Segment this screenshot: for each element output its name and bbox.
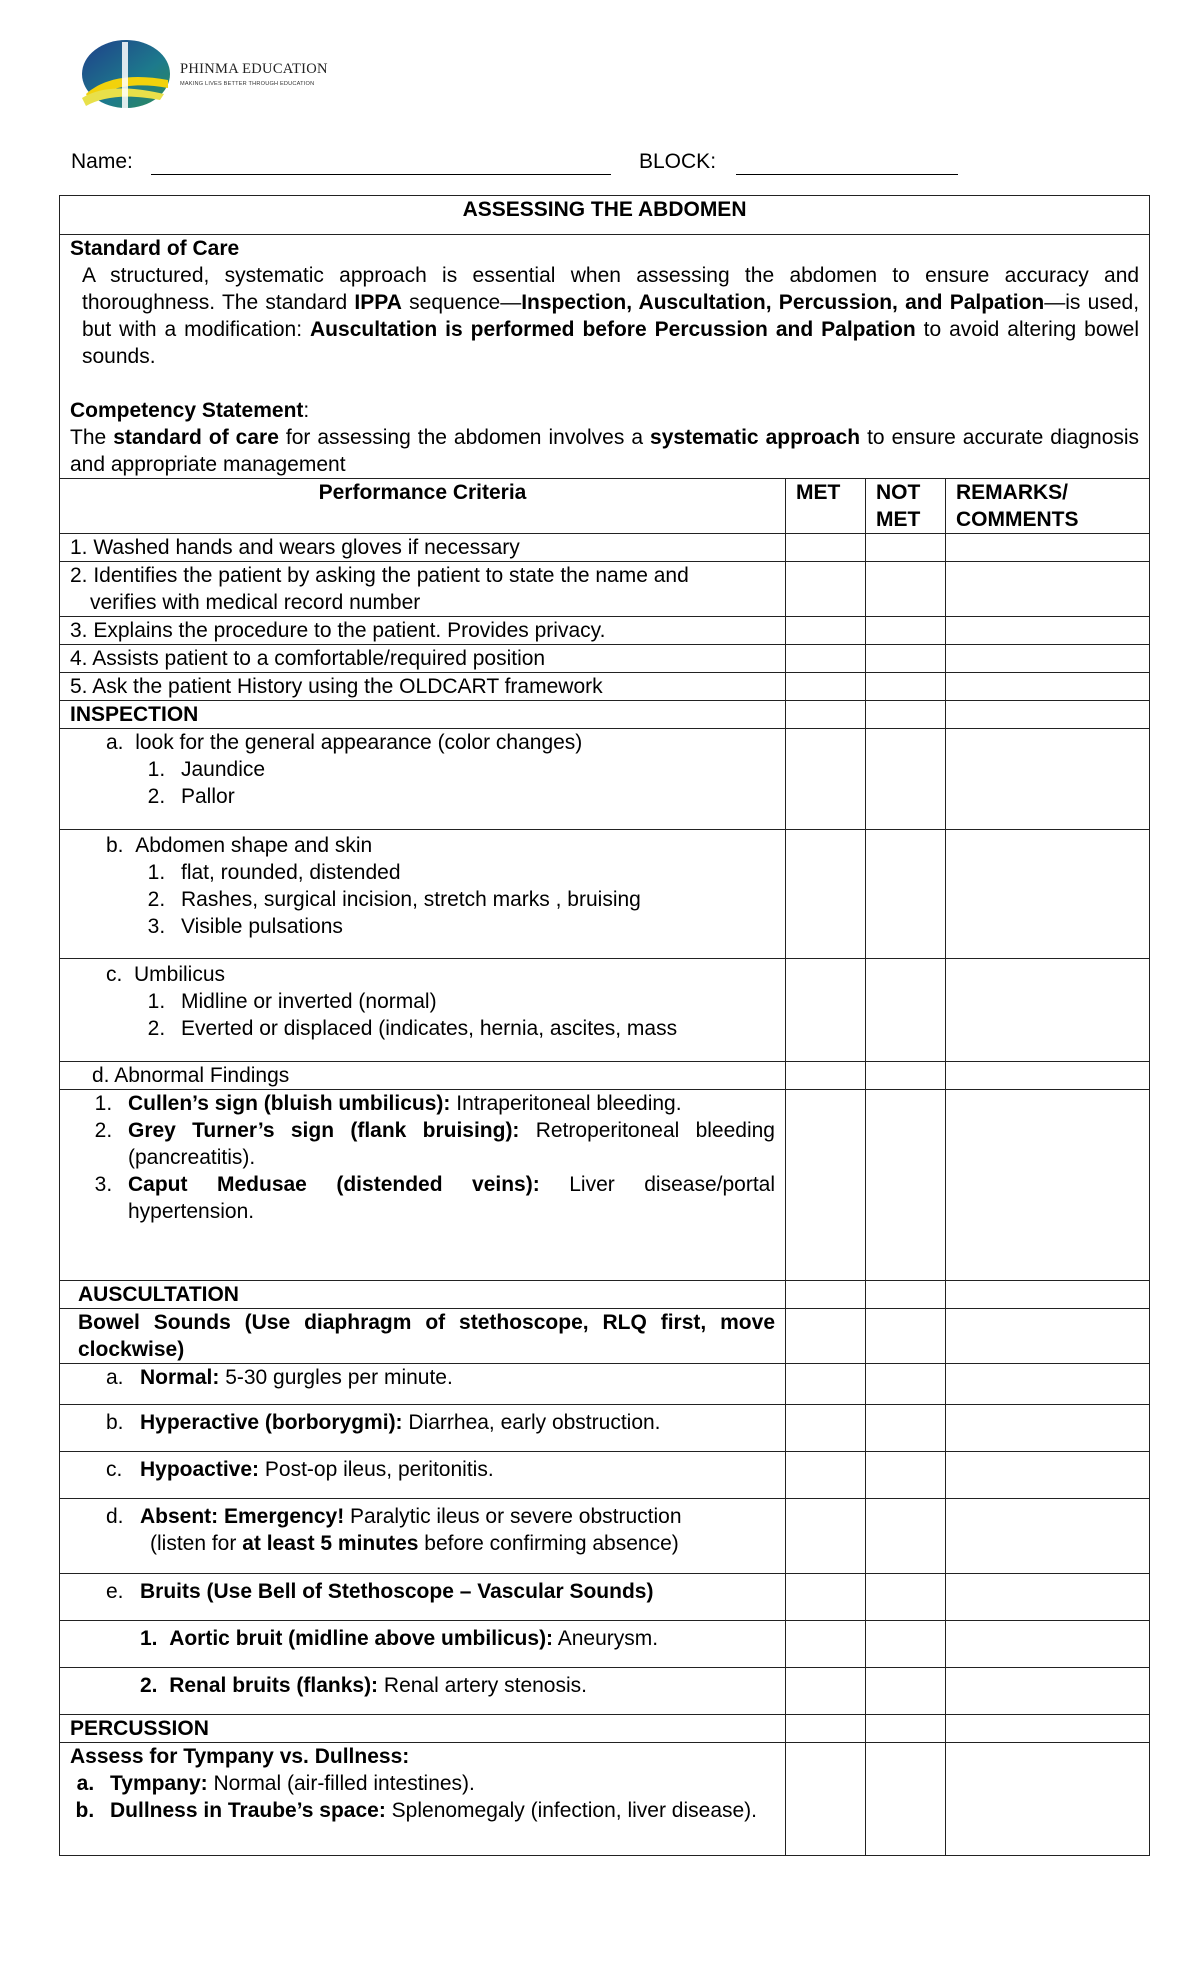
- met-cell[interactable]: [786, 1574, 866, 1621]
- checklist-table: [59, 195, 1150, 1856]
- table-row: [60, 1309, 1150, 1364]
- not-met-cell[interactable]: [866, 617, 946, 645]
- phinma-logo: [76, 36, 366, 116]
- org-name: PHINMA EDUCATION: [180, 61, 328, 77]
- section-row: [60, 1715, 1150, 1743]
- met-cell[interactable]: [786, 1668, 866, 1715]
- not-met-cell[interactable]: [866, 701, 946, 729]
- block-field[interactable]: [736, 174, 958, 175]
- criteria-cell: 4. Assists patient to a comfortable/required position: [60, 645, 786, 673]
- inspection-c-list: 1. Midline or inverted (normal) 2. Everted or displaced (indicates, hernia, ascites, mass: [70, 988, 775, 1042]
- met-cell[interactable]: [786, 534, 866, 562]
- remarks-cell[interactable]: [946, 1405, 1150, 1452]
- table-row: [60, 1574, 1150, 1621]
- not-met-cell[interactable]: [866, 1574, 946, 1621]
- inspection-b-list: 1. flat, rounded, distended 2. Rashes, surgical incision, stretch marks , bruising 3. Visible pulsations: [70, 859, 775, 940]
- remarks-cell[interactable]: [946, 729, 1150, 830]
- remarks-cell[interactable]: [946, 1621, 1150, 1668]
- name-block-line: [71, 150, 717, 174]
- met-cell[interactable]: [786, 1743, 866, 1856]
- remarks-cell[interactable]: [946, 830, 1150, 959]
- met-header: MET: [786, 479, 866, 534]
- remarks-cell[interactable]: [946, 645, 1150, 673]
- not-met-cell[interactable]: [866, 1452, 946, 1499]
- criteria-cell: [60, 1743, 786, 1856]
- criteria-cell: a. Normal: 5-30 gurgles per minute.: [60, 1364, 786, 1405]
- criteria-cell: d. Absent: Emergency! Paralytic ileus or severe obstruction (listen for at least 5 minutes before confirming absence): [60, 1499, 786, 1574]
- competency-heading: Competency Statement:: [70, 399, 310, 422]
- remarks-cell[interactable]: [946, 673, 1150, 701]
- table-row: [60, 534, 1150, 562]
- page-title: ASSESSING THE ABDOMEN: [60, 196, 1150, 235]
- not-met-cell[interactable]: [866, 534, 946, 562]
- met-cell[interactable]: [786, 729, 866, 830]
- table-row: [60, 959, 1150, 1062]
- table-row: [60, 1090, 1150, 1281]
- not-met-cell[interactable]: [866, 1715, 946, 1743]
- met-cell[interactable]: [786, 673, 866, 701]
- section-row: [60, 701, 1150, 729]
- inspection-b: b. Abdomen shape and skin: [106, 834, 373, 857]
- met-cell[interactable]: [786, 1090, 866, 1281]
- table-row: [60, 1668, 1150, 1715]
- table-row: [60, 1062, 1150, 1090]
- not-met-cell[interactable]: [866, 1309, 946, 1364]
- not-met-cell[interactable]: [866, 1364, 946, 1405]
- table-row: [60, 1452, 1150, 1499]
- criteria-cell: [60, 1309, 786, 1364]
- criteria-cell: 3. Explains the procedure to the patient. Provides privacy.: [60, 617, 786, 645]
- remarks-header: REMARKS/ COMMENTS: [946, 479, 1150, 534]
- met-cell[interactable]: [786, 1062, 866, 1090]
- remarks-cell[interactable]: [946, 562, 1150, 617]
- met-cell[interactable]: [786, 617, 866, 645]
- met-cell[interactable]: [786, 645, 866, 673]
- criteria-cell: [60, 1090, 786, 1281]
- not-met-cell[interactable]: [866, 1668, 946, 1715]
- percussion-heading: PERCUSSION: [60, 1715, 786, 1743]
- phinma-emblem-icon: [76, 36, 176, 116]
- remarks-cell[interactable]: [946, 959, 1150, 1062]
- table-row: [60, 617, 1150, 645]
- criteria-cell: e. Bruits (Use Bell of Stethoscope – Vascular Sounds): [60, 1574, 786, 1621]
- caput-medusae: 3. Caput Medusae (distended veins): Liver disease/portal hypertension.: [118, 1171, 775, 1225]
- not-met-cell[interactable]: [866, 562, 946, 617]
- inspection-c: c. Umbilicus: [106, 963, 226, 986]
- met-cell[interactable]: [786, 1499, 866, 1574]
- remarks-cell[interactable]: [946, 1743, 1150, 1856]
- table-row: [60, 562, 1150, 617]
- criteria-cell: [60, 959, 786, 1062]
- intro-cell: [60, 235, 1150, 479]
- not-met-cell[interactable]: [866, 1281, 946, 1309]
- not-met-cell[interactable]: [866, 830, 946, 959]
- not-met-cell[interactable]: [866, 1743, 946, 1856]
- not-met-cell[interactable]: [866, 645, 946, 673]
- met-cell[interactable]: [786, 1452, 866, 1499]
- table-row: [60, 1743, 1150, 1856]
- not-met-cell[interactable]: [866, 729, 946, 830]
- table-row: [60, 645, 1150, 673]
- table-row: [60, 830, 1150, 959]
- inspection-heading: INSPECTION: [60, 701, 786, 729]
- cullens-sign: 1. Cullen’s sign (bluish umbilicus): Intraperitoneal bleeding.: [118, 1090, 775, 1117]
- remarks-cell[interactable]: [946, 617, 1150, 645]
- intro-row: [60, 235, 1150, 479]
- met-cell[interactable]: [786, 830, 866, 959]
- name-label: Name:: [71, 150, 133, 173]
- criteria-cell: [60, 729, 786, 830]
- remarks-cell[interactable]: [946, 1364, 1150, 1405]
- met-cell[interactable]: [786, 1281, 866, 1309]
- criteria-header: Performance Criteria: [60, 479, 786, 534]
- not-met-cell[interactable]: [866, 673, 946, 701]
- criteria-cell: 2. Identifies the patient by asking the patient to state the name and verifies with medical record number: [60, 562, 786, 617]
- inspection-a-list: 1. Jaundice 2. Pallor: [70, 756, 775, 810]
- remarks-cell[interactable]: [946, 1574, 1150, 1621]
- not-met-cell[interactable]: [866, 1090, 946, 1281]
- percussion-list: [70, 1770, 775, 1824]
- criteria-cell: b. Hyperactive (borborygmi): Diarrhea, early obstruction.: [60, 1405, 786, 1452]
- block-label: BLOCK:: [639, 150, 717, 173]
- tympany: a. Tympany: Normal (air-filled intestines).: [100, 1770, 775, 1797]
- met-cell[interactable]: [786, 1621, 866, 1668]
- remarks-cell[interactable]: [946, 1668, 1150, 1715]
- criteria-cell: [60, 1062, 786, 1090]
- remarks-cell[interactable]: [946, 534, 1150, 562]
- remarks-cell[interactable]: [946, 1281, 1150, 1309]
- grey-turners-sign: 2. Grey Turner’s sign (flank bruising): Retroperitoneal bleeding (pancreatitis).: [118, 1117, 775, 1171]
- table-row: [60, 1621, 1150, 1668]
- remarks-cell[interactable]: [946, 701, 1150, 729]
- table-row: [60, 729, 1150, 830]
- met-cell[interactable]: [786, 701, 866, 729]
- criteria-cell: [60, 830, 786, 959]
- table-row: [60, 673, 1150, 701]
- remarks-cell[interactable]: [946, 1715, 1150, 1743]
- not-met-cell[interactable]: [866, 1499, 946, 1574]
- not-met-header: NOT MET: [866, 479, 946, 534]
- remarks-cell[interactable]: [946, 1309, 1150, 1364]
- org-tagline: MAKING LIVES BETTER THROUGH EDUCATION: [180, 81, 315, 87]
- not-met-cell[interactable]: [866, 1062, 946, 1090]
- met-cell[interactable]: [786, 959, 866, 1062]
- section-row: [60, 1281, 1150, 1309]
- remarks-cell[interactable]: [946, 1062, 1150, 1090]
- criteria-cell: 1. Washed hands and wears gloves if necessary: [60, 534, 786, 562]
- criteria-cell: 1. Aortic bruit (midline above umbilicus): Aneurysm.: [60, 1621, 786, 1668]
- remarks-cell[interactable]: [946, 1090, 1150, 1281]
- percussion-assess: Assess for Tympany vs. Dullness:: [70, 1745, 410, 1768]
- remarks-cell[interactable]: [946, 1452, 1150, 1499]
- standard-text: A structured, systematic approach is essential when assessing the abdomen to ensure accuracy and thoroughness. The standard IPPA sequence—Inspection, Auscultation, Percussion, and Palpation—is used, but with a modification: Auscultation is performed before Percussion and Palpation to avoid altering bowel sounds.: [82, 264, 1140, 368]
- criteria-cell: 5. Ask the patient History using the OLDCART framework: [60, 673, 786, 701]
- name-field[interactable]: [151, 174, 611, 175]
- standard-heading: Standard of Care: [70, 237, 240, 260]
- title-row: [60, 196, 1150, 235]
- met-cell[interactable]: [786, 1715, 866, 1743]
- table-row: [60, 1405, 1150, 1452]
- met-cell[interactable]: [786, 562, 866, 617]
- remarks-cell[interactable]: [946, 1499, 1150, 1574]
- auscultation-heading: AUSCULTATION: [60, 1281, 786, 1309]
- traube-dullness: b. Dullness in Traube’s space: Splenomegaly (infection, liver disease).: [100, 1797, 775, 1824]
- abnormal-findings-list: [70, 1090, 775, 1225]
- column-header-row: [60, 479, 1150, 534]
- competency-text: The standard of care for assessing the abdomen involves a systematic approach to ensure accurate diagnosis and appropriate management: [70, 426, 1140, 476]
- met-cell[interactable]: [786, 1405, 866, 1452]
- table-row: [60, 1364, 1150, 1405]
- met-cell[interactable]: [786, 1309, 866, 1364]
- inspection-a: a. look for the general appearance (color changes): [106, 731, 583, 754]
- met-cell[interactable]: [786, 1364, 866, 1405]
- not-met-cell[interactable]: [866, 1621, 946, 1668]
- abnormal-findings-label: d. Abnormal Findings: [92, 1064, 290, 1087]
- bowel-sounds: Bowel Sounds (Use diaphragm of stethoscope, RLQ first, move clockwise): [78, 1311, 775, 1361]
- not-met-cell[interactable]: [866, 959, 946, 1062]
- not-met-cell[interactable]: [866, 1405, 946, 1452]
- criteria-cell: c. Hypoactive: Post-op ileus, peritonitis.: [60, 1452, 786, 1499]
- criteria-cell: 2. Renal bruits (flanks): Renal artery stenosis.: [60, 1668, 786, 1715]
- table-row: [60, 1499, 1150, 1574]
